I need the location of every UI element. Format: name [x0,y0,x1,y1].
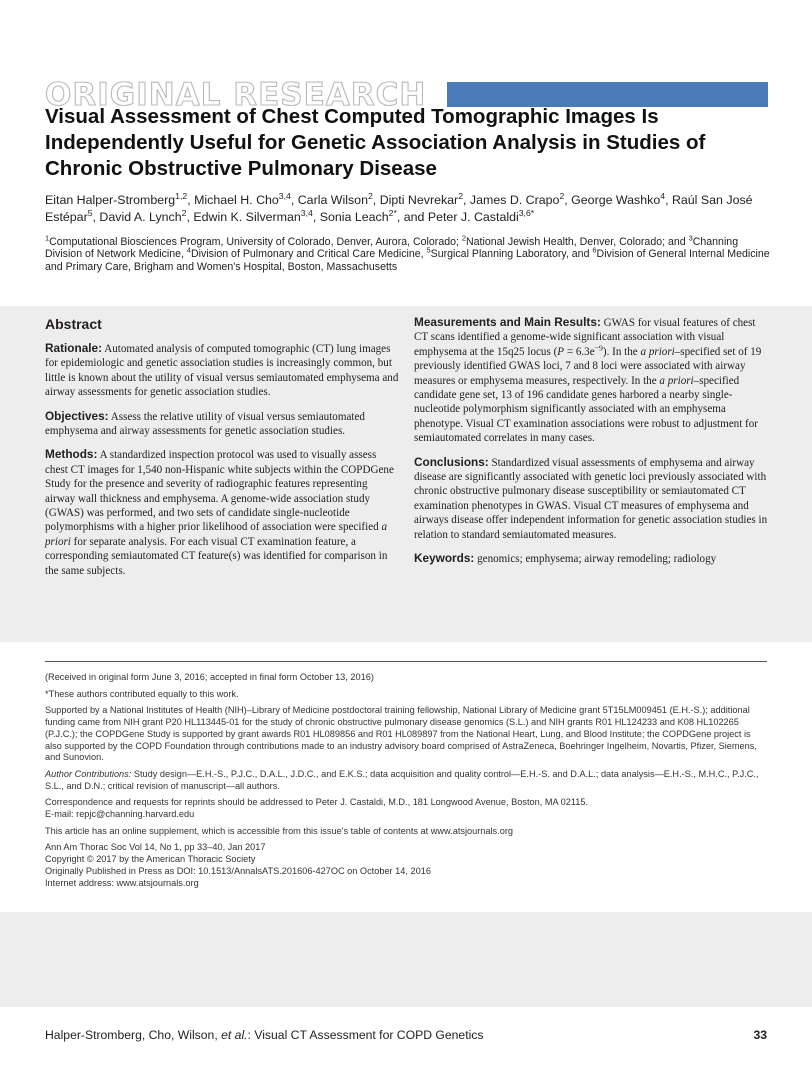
notes-divider [45,661,767,662]
affiliation-text: Division of Pulmonary and Critical Care Medicine, [191,248,427,261]
equal-contribution-note: *These authors contributed equally to this work. [45,688,239,699]
conclusions-text: Standardized visual assessments of emphysema and airway disease are significantly associated with genetic loci previously associated with chronic obstructive pulmonary disease susceptibility or semiautomated CT examination phenotypes in GWAS. Visual CT measures of emphysema and airways disease offer independent information for genetic association studies in relation to standard semiautomated measures. [414,456,768,541]
running-footer [45,1028,483,1042]
section-label: ORIGINAL RESEARCH [45,77,427,113]
affiliation-sup: 3 [688,233,693,243]
keywords-label: Keywords: [414,551,475,566]
correspondence-text: Correspondence and requests for reprints should be addressed to Peter J. Castaldi, M.D., 181 Longwood Avenue, Boston, MA 02115. [45,797,589,808]
author-name: George Washko [571,193,661,207]
article-title: Visual Assessment of Chest Computed Tomographic Images Is Independently Useful for Genetic Association Analysis in Studies of Chronic Obstructive Pulmonary Disease [45,105,706,180]
methods-text-b: for separate analysis. For each visual CT examination feature, a corresponding semiautomated CT feature(s) was identified for comparison in the same subjects. [45,535,388,577]
conclusions-label: Conclusions: [414,454,489,469]
results-text-c: ). In the [602,345,641,358]
rationale-paragraph [45,341,400,400]
affiliation-sup: 6 [592,245,597,255]
article-notes [45,672,770,894]
bottom-shaded-box [0,912,812,1007]
footer-et-al: et al. [221,1028,248,1042]
correspondence-note [45,797,770,820]
author-name: Michael H. Cho [194,193,279,207]
citation-text: Ann Am Thorac Soc Vol 14, No 1, pp 33–40, Jan 2017 [45,842,266,853]
email-link[interactable]: E-mail: repjc@channing.harvard.edu [45,809,195,820]
affiliation-sup: 4 [186,245,192,255]
author-name: Carla Wilson [297,193,368,207]
author-list [45,192,775,226]
rationale-text: Automated analysis of computed tomographic (CT) lung images for epidemiologic and genetic association studies is increasingly common, but little is known about the utility of visual versus semiautomated emphysema and airway assessments for genetic association studies. [45,343,399,399]
page-number: 33 [753,1028,767,1042]
affiliation-text: National Jewish Health, Denver, Colorado; and [466,236,689,248]
affiliation-sup: 2 [461,233,467,243]
keywords-paragraph [414,551,769,566]
abstract-heading: Abstract [45,316,102,332]
contributions-label: Author Contributions: [45,768,132,779]
results-italic-2: a priori [659,374,694,387]
author-separator: , [187,193,195,207]
affiliation-text: Channing Division of Network Medicine, [45,236,739,261]
author-affiliation-sup: 1,2 [175,190,188,201]
results-label: Measurements and Main Results: [414,315,601,329]
objectives-text: Assess the relative utility of visual versus semiautomated emphysema and airway assessments for genetic association studies. [45,410,365,438]
author-separator: , [312,210,320,224]
results-italic-1: a priori [640,345,675,358]
results-p-symbol: P [557,345,565,358]
results-text-d: –specified set of 19 previously identified GWAS loci, 7 and 8 loci were associated with airway measures or emphysema measures, respectively. In the [414,345,762,387]
affiliation-sup: 1 [45,233,50,243]
author-affiliation-sup: 2 [367,190,373,201]
results-text-e: –specified candidate gene set, 13 of 196 candidate genes harbored a nearby single-nucleotide polymorphism significantly associated with an emphysema phenotype. Visual CT examination associations were robust to adjustment for semiautomated correlates in many cases. [414,374,758,445]
received-note: (Received in original form June 3, 2016; accepted in final form October 13, 2016) [45,672,374,682]
author-affiliation-sup: 3,6* [518,207,535,218]
author-separator: , [92,210,100,224]
citation-block [45,842,770,889]
keywords-text: genomics; emphysema; airway remodeling; radiology [477,553,717,566]
author-affiliation-sup: 2 [559,190,565,201]
affiliation-text: Computational Biosciences Program, University of Colorado, Denver, Aurora, Colorado; [49,236,462,248]
author-separator: , [564,193,572,207]
affiliation-text: Division of General Internal Medicine and Primary Care, Brigham and Women's Hospital, Boston, Massachusetts [45,248,770,273]
abstract-column-left [45,315,400,587]
author-name: Peter J. Castaldi [427,210,519,224]
contributions-text: Study design—E.H.-S., P.J.C., D.A.L., J.D.C., and E.K.S.; data acquisition and quality control—E.H.-S. and D.A.L.; data analysis—E.H.-S., M.H.C., P.J.C., S.L., and D.N.; critical revision of manuscript—all authors. [45,768,759,791]
results-text-b: = 6.3e [564,345,595,358]
contributions-note [45,769,770,792]
methods-label: Methods: [45,447,98,462]
methods-text-a: A standardized inspection protocol was used to visually assess chest CT images for 1,540 non-Hispanic white subjects within the COPDGene Study for the presence and severity of radiographic features representing airway wall thickness and emphysema. A genome-wide association study (GWAS) was performed, and two sets of candidate single-nucleotide polymorphisms with a higher prior likelihood of association were specified [45,449,394,534]
author-separator: , [186,210,194,224]
internet-address[interactable]: Internet address: www.atsjournals.org [45,877,199,888]
affiliation-sup: 5 [426,245,431,255]
author-separator: , and [396,210,428,224]
rationale-label: Rationale: [45,341,103,355]
results-text-a: GWAS for visual features of chest CT scans identified a genome-wide significant association with visual emphysema at the 15q25 locus ( [414,317,756,358]
objectives-paragraph [45,409,400,439]
author-affiliation-sup: 2* [388,207,397,218]
author-affiliation-sup: 3,4 [278,190,291,201]
author-separator: , [372,193,380,207]
author-separator: , [665,193,672,207]
footer-authors: Halper-Stromberg, Cho, Wilson, [45,1028,222,1042]
author-separator: , [290,193,298,207]
methods-paragraph [45,447,400,578]
abstract-column-right [414,315,769,576]
author-separator: , [463,193,470,207]
header-band [0,38,812,113]
author-affiliation-sup: 5 [87,207,93,218]
author-name: Eitan Halper-Stromberg [45,193,176,207]
doi-text: Originally Published in Press as DOI: 10.1513/AnnalsATS.201606-427OC on October 14, 2016 [45,865,431,876]
conclusions-paragraph [414,455,769,542]
copyright-text: Copyright © 2017 by the American Thoracic Society [45,854,256,865]
objectives-label: Objectives: [45,408,109,423]
author-name: James D. Crapo [469,193,560,207]
author-affiliation-sup: 4 [660,190,666,201]
results-exponent: −9 [594,343,603,353]
affiliations [45,233,775,273]
author-affiliation-sup: 2 [458,190,464,201]
affiliation-text: Surgical Planning Laboratory, and [430,248,593,261]
funding-note: Supported by a National Institutes of Health (NIH)–Library of Medicine postdoctoral training fellowship, National Library of Medicine grant 5T15LM009451 (E.H.-S.); additional funding came from NIH grant P20 HL113445-01 for the study of chronic obstructive pulmonary disease genomics (S.L.) and NIH grants R01 HL124233 and K08 HL102265 (P.J.C.); the COPDGene Study is supported by grant awards R01 HL089856 and R01 HL089897 from the National Heart, Lung, and Blood Institute; the COPDGene project is also supported by the COPD Foundation through contributions made to an industry advisory board comprised of AstraZeneca, Boehringer Ingelheim, Novartis, Pfizer, Siemens, and Sunovion. [45,705,757,763]
supplement-note: This article has an online supplement, which is accessible from this issue's table of contents at www.atsjournals.org [45,825,513,836]
author-name: David A. Lynch [99,210,182,224]
author-affiliation-sup: 2 [181,207,187,218]
author-name: Edwin K. Silverman [193,210,301,224]
author-affiliation-sup: 3,4 [300,207,313,218]
author-name: Raúl San José Estépar [45,193,753,224]
methods-italic: a priori [45,521,387,548]
footer-running-title: : Visual CT Assessment for COPD Genetics [247,1028,484,1042]
author-name: Dipti Nevrekar [379,193,459,207]
results-paragraph [414,315,769,446]
author-name: Sonia Leach [319,210,389,224]
